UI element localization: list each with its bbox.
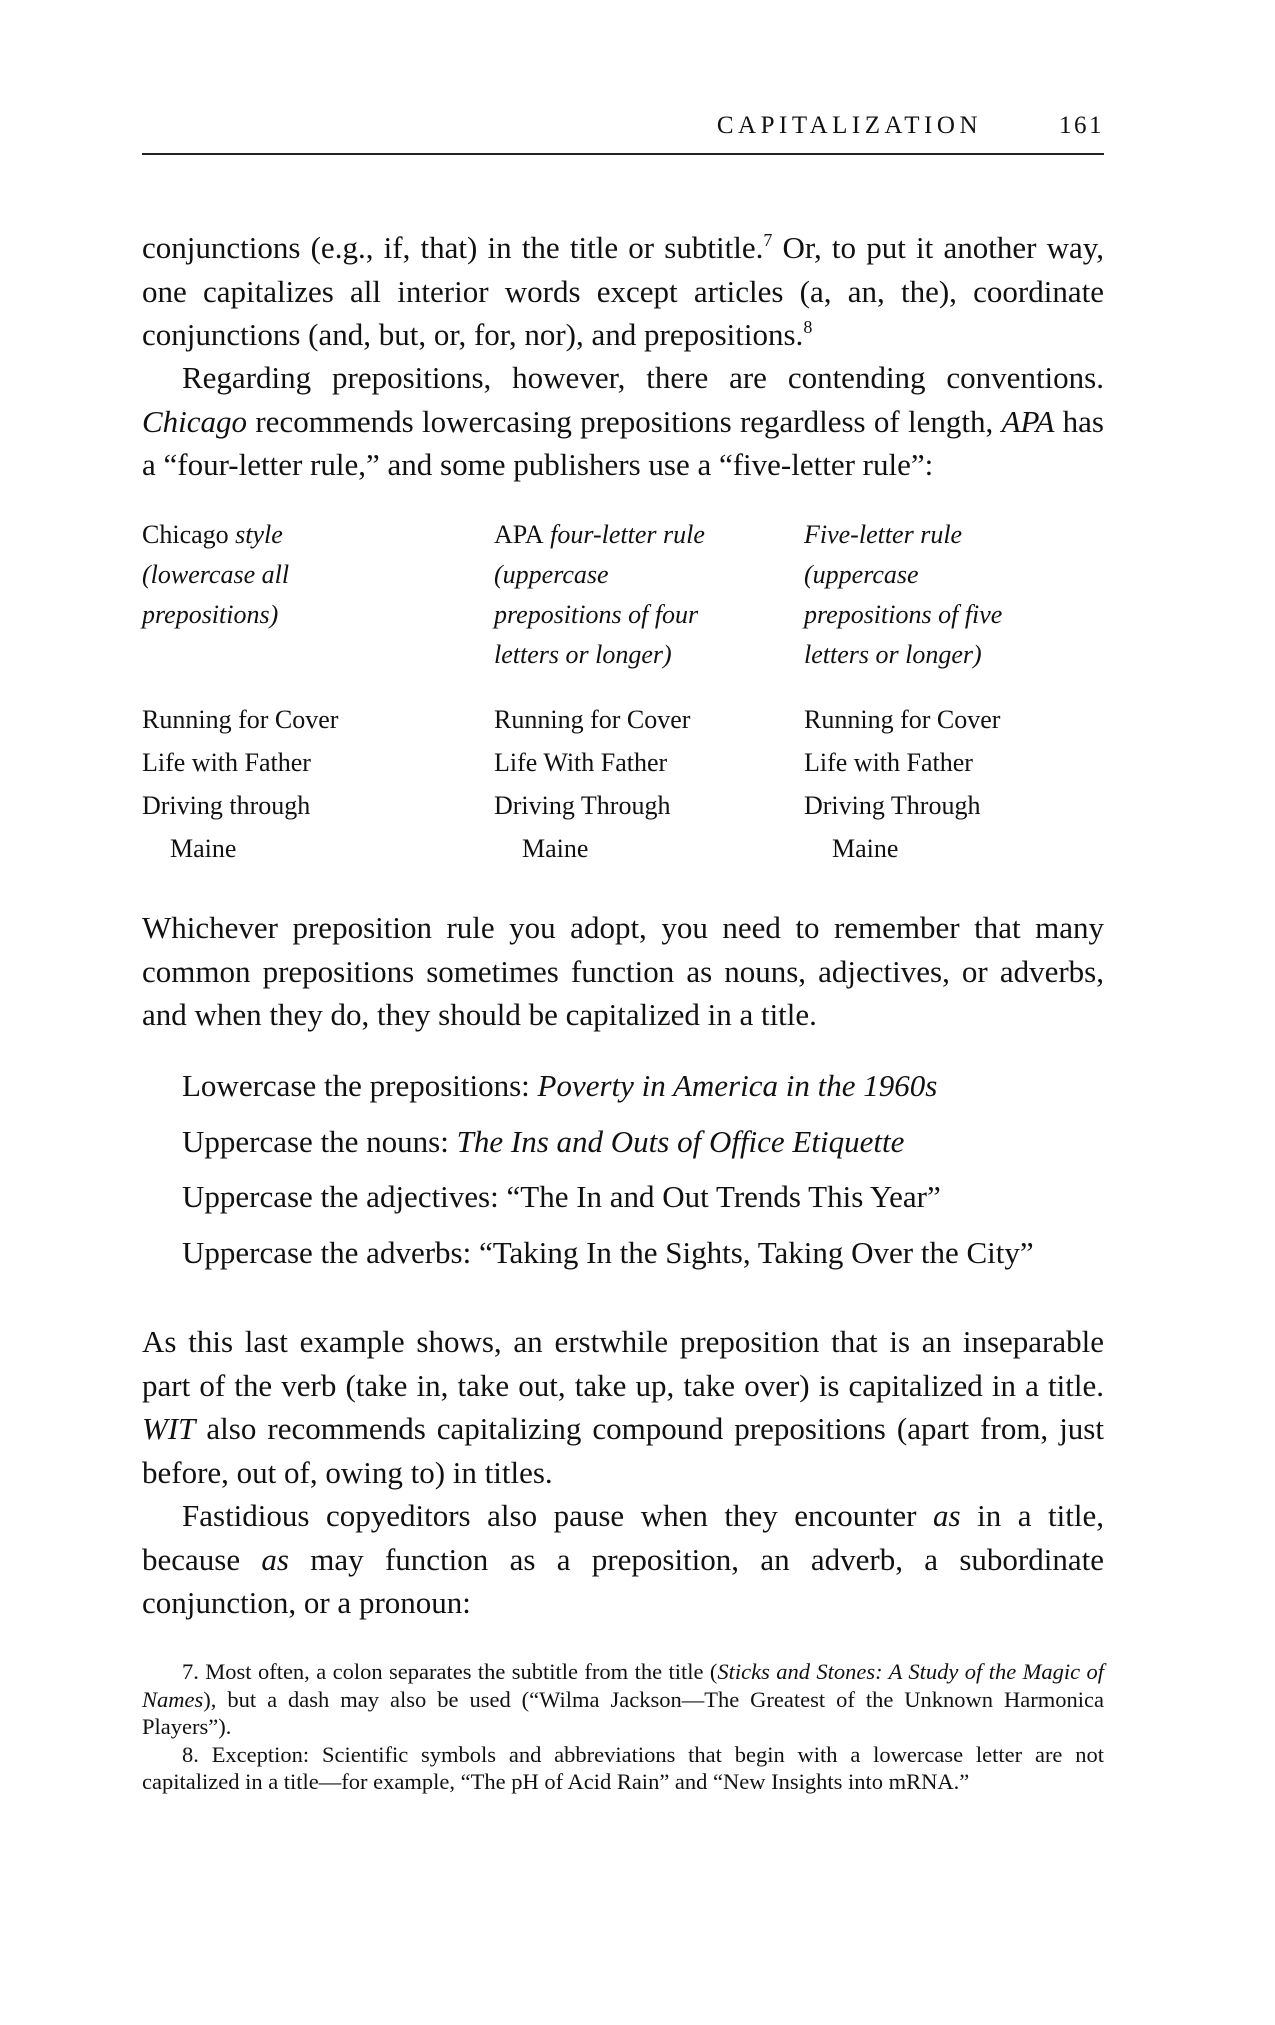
col2-head-roman: APA xyxy=(494,520,544,549)
para4-text-b: also recommends capitalizing compound prepositions (apart from, just before, out of, owing to) in titles. xyxy=(142,1411,1104,1490)
para2-text-c: has a “four-letter rule,” and some publishers use a “five-letter rule”: xyxy=(142,403,1104,482)
example-line xyxy=(182,1231,1104,1287)
table-cell: Running for Cover xyxy=(804,705,1001,734)
footnote-number: 7. xyxy=(182,1659,199,1684)
preposition-rules-table xyxy=(142,515,1104,870)
footnote-number: 8. xyxy=(182,1741,199,1767)
table-header-apa xyxy=(494,515,804,698)
table-cell-continuation: Maine xyxy=(170,834,237,863)
col1-head-roman: Chicago xyxy=(142,520,229,549)
as-italic: as xyxy=(933,1498,961,1533)
table-cell: Running for Cover xyxy=(142,705,339,734)
para1-text-b: Or, to put it another way, one capitalizes all interior words except articles (a, an, the), coordinate conjunctions (and, but, or, for, nor), and prepositions. xyxy=(142,230,1104,352)
example-title: Poverty in America in the 1960s xyxy=(537,1068,938,1103)
chicago-italic: Chicago xyxy=(142,403,248,439)
table-cell xyxy=(804,827,1104,870)
table-header-chicago xyxy=(142,515,494,698)
para5-text-b: in a title, because xyxy=(142,1498,1104,1577)
paragraph-fastidious xyxy=(142,1494,1104,1625)
table-cell-continuation: Maine xyxy=(522,834,589,863)
page-number: 161 xyxy=(1059,112,1104,139)
paragraph-prepositions xyxy=(142,356,1104,487)
col1-head-italic: style xyxy=(228,520,283,549)
para1-text-a: conjunctions (e.g., if, that) in the title or subtitle. xyxy=(142,230,764,265)
table-row xyxy=(142,784,1104,827)
footnote-text: Exception: Scientific symbols and abbreviations that begin with a lowercase letter are not capitalized in a title—for example, “The pH of Acid Rain” and “New Insights into mRNA.” xyxy=(142,1741,1104,1794)
table-header-five-letter xyxy=(804,515,1104,698)
para5-text-a: Fastidious copyeditors also pause when they encounter xyxy=(182,1498,934,1533)
table-row xyxy=(142,741,1104,784)
table-cell-continuation: Maine xyxy=(832,834,899,863)
table-row xyxy=(142,698,1104,741)
table-cell: Running for Cover xyxy=(494,705,691,734)
example-title: “Taking In the Sights, Taking Over the City” xyxy=(478,1234,1034,1270)
example-label: Lowercase the prepositions: xyxy=(182,1068,538,1103)
footnote-ref-8: 8 xyxy=(803,317,813,337)
para4-text-a: As this last example shows, an erstwhile preposition that is an inseparable part of the verb (take in, take out, take up, take over) is capitalized in a title. xyxy=(142,1324,1104,1403)
example-line xyxy=(182,1175,1104,1231)
para2-text-b: recommends lowercasing prepositions regardless of length, xyxy=(247,403,1002,439)
header-rule xyxy=(142,153,1104,155)
example-title: “The In and Out Trends This Year” xyxy=(506,1179,941,1214)
example-line xyxy=(182,1064,1104,1120)
table-row xyxy=(142,827,1104,870)
example-label: Uppercase the adverbs: xyxy=(182,1234,479,1270)
table-cell: Life with Father xyxy=(804,748,973,777)
running-head-title: CAPITALIZATION xyxy=(716,112,982,139)
footnote-7 xyxy=(142,1658,1104,1741)
paragraph-whichever-rule: Whichever preposition rule you adopt, you need to remember that many common prepositions sometimes function as nouns, adjectives, or adverbs, and when they do, they should be capitalized in a title. xyxy=(142,910,1104,1032)
table-cell: Driving through xyxy=(142,791,311,820)
col2-head-rest: (uppercase prepositions of four letters or longer) xyxy=(494,560,699,669)
footnotes xyxy=(142,1658,1104,1796)
apa-italic: APA xyxy=(1001,403,1055,439)
paragraph-conjunctions xyxy=(142,226,1104,357)
col2-head-italic: four-letter rule xyxy=(543,520,705,549)
para5-text-c: may function as a preposition, an adverb, a subordinate conjunction, or a pronoun: xyxy=(142,1541,1104,1620)
table-cell xyxy=(142,827,494,870)
table-cell: Driving Through xyxy=(804,791,981,820)
footnote-8 xyxy=(142,1741,1104,1796)
example-line xyxy=(182,1120,1104,1176)
table-cell: Life with Father xyxy=(142,748,311,777)
as-italic: as xyxy=(261,1541,289,1577)
example-title: The Ins and Outs of Office Etiquette xyxy=(456,1123,905,1159)
table-cell: Driving Through xyxy=(494,791,671,820)
table-cell xyxy=(494,827,804,870)
footnote-ref-7: 7 xyxy=(763,230,773,250)
footnote-text: ), but a dash may also be used (“Wilma Jackson—The Greatest of the Unknown Harmonica Players”). xyxy=(142,1686,1104,1739)
footnote-text: Most often, a colon separates the subtitle from the title ( xyxy=(198,1659,718,1684)
capitalization-examples xyxy=(182,1064,1104,1286)
footnote-italic: Sticks and Stones: A Study of the Magic of Names xyxy=(142,1659,1105,1712)
col1-head-rest: (lowercase all prepositions) xyxy=(142,560,290,629)
col3-head-italic: Five-letter rule xyxy=(804,520,963,549)
table-cell: Life With Father xyxy=(494,748,668,777)
example-label: Uppercase the adjectives: xyxy=(182,1179,507,1214)
col3-head-rest: (uppercase prepositions of five letters or longer) xyxy=(804,560,1003,669)
paragraph-erstwhile-preposition xyxy=(142,1320,1104,1494)
wit-italic: WIT xyxy=(142,1411,196,1446)
example-label: Uppercase the nouns: xyxy=(182,1123,457,1159)
running-head xyxy=(142,112,1104,152)
para2-text-a: Regarding prepositions, however, there are contending conventions. xyxy=(182,360,1104,395)
